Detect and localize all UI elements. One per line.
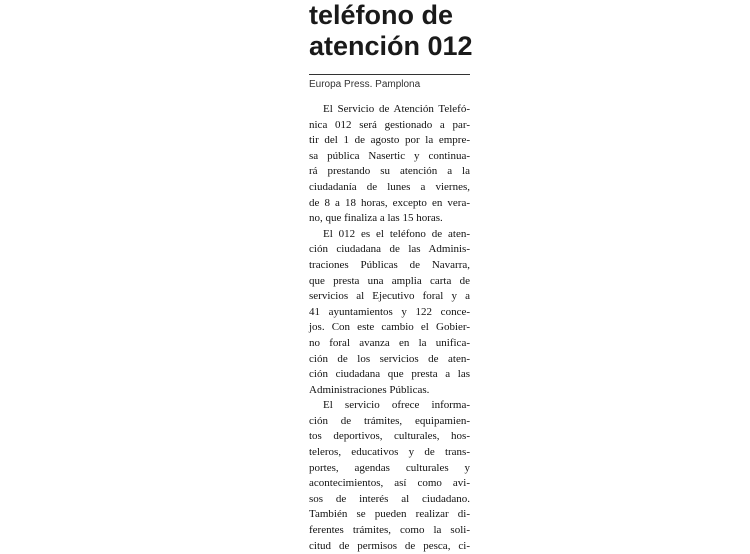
article-line: traciones Públicas de Navarra, xyxy=(309,258,470,271)
article-body xyxy=(309,102,470,554)
article-line: que presta una amplia carta de xyxy=(309,274,470,287)
article-line: acontecimientos, así como avi- xyxy=(309,477,470,490)
byline-divider xyxy=(309,74,470,75)
article-line: ción de trámites, equipamien- xyxy=(309,414,470,427)
article-line: ción de los servicios de aten- xyxy=(309,352,470,365)
article-line: teleros, educativos y de trans- xyxy=(309,446,470,459)
article-line: sa pública Nasertic y continua- xyxy=(309,149,470,162)
article-line: sos de interés al ciudadano. xyxy=(309,492,470,505)
headline-line-1: teléfono de xyxy=(309,0,454,30)
article-line: El servicio ofrece informa- xyxy=(323,399,470,412)
article-line: El 012 es el teléfono de aten- xyxy=(323,227,470,240)
article-line: ciudadanía de lunes a viernes, xyxy=(309,180,470,193)
article-line: ción ciudadana de las Adminis- xyxy=(309,243,470,256)
article-line: rá prestando su atención a la xyxy=(309,165,470,178)
article-line: de 8 a 18 horas, excepto en vera- xyxy=(309,196,470,209)
article-line: no, que finaliza a las 15 horas. xyxy=(309,212,443,225)
article-line: 41 ayuntamientos y 122 conce- xyxy=(309,305,470,318)
article-line: tir del 1 de agosto por la empre- xyxy=(309,134,470,147)
article-line: ferentes trámites, como la soli- xyxy=(309,524,470,537)
byline: Europa Press. Pamplona xyxy=(309,79,421,90)
article-line: Administraciones Públicas. xyxy=(309,383,430,396)
article-line: ción ciudadana que presta a las xyxy=(309,368,470,381)
headline xyxy=(309,0,509,62)
article-line: jos. Con este cambio el Gobier- xyxy=(309,321,470,334)
article-line: citud de permisos de pesca, ci- xyxy=(309,539,470,552)
article-line: portes, agendas culturales y xyxy=(309,461,470,474)
article-line: servicios al Ejecutivo foral y a xyxy=(309,290,470,303)
article-line: nica 012 será gestionado a par- xyxy=(309,118,470,131)
article-line: También se pueden realizar di- xyxy=(309,508,470,521)
article-line: no foral avanza en la unifica- xyxy=(309,336,470,349)
headline-line-2: atención 012 xyxy=(309,31,473,61)
article-line: tos deportivos, culturales, hos- xyxy=(309,430,470,443)
article-line: El Servicio de Atención Telefó- xyxy=(323,103,470,115)
